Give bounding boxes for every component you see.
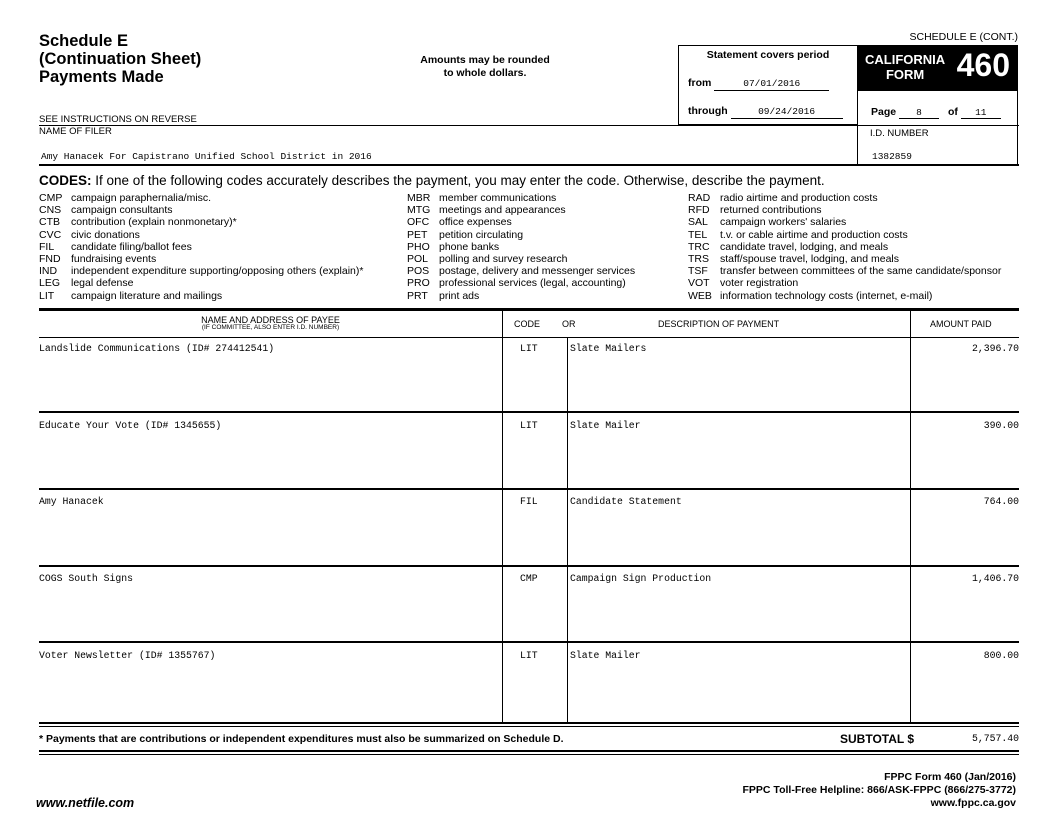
- row-divider: [39, 565, 1019, 567]
- period-from-row: [688, 77, 829, 91]
- code-description: meetings and appearances: [439, 204, 566, 217]
- code-description: campaign consultants: [71, 204, 173, 217]
- code: TRC: [688, 240, 710, 253]
- codes-column-1: [39, 192, 363, 302]
- page-number-box: [857, 91, 1018, 125]
- payee-cell[interactable]: Landslide Communications (ID# 274412541): [39, 343, 275, 354]
- code-description: returned contributions: [720, 204, 822, 217]
- payee-header-label: NAME AND ADDRESS OF PAYEE: [201, 315, 340, 325]
- code: PET: [407, 228, 428, 241]
- id-number-label: I.D. NUMBER: [870, 128, 929, 139]
- code: POL: [407, 253, 429, 266]
- column-divider: [502, 311, 503, 722]
- code-entry: [39, 192, 363, 204]
- code: WEB: [688, 289, 712, 302]
- code-entry: [688, 265, 1001, 277]
- code-description: independent expenditure supporting/opposing others (explain)*: [71, 265, 364, 278]
- table-top-border: [39, 308, 1019, 311]
- code-entry: [407, 229, 635, 241]
- code-description: professional services (legal, accounting): [439, 277, 626, 290]
- row-divider: [39, 488, 1019, 490]
- amount-cell[interactable]: 800.00: [983, 650, 1019, 661]
- subtotal-label: SUBTOTAL $: [840, 732, 915, 746]
- code-description: campaign paraphernalia/misc.: [71, 192, 212, 204]
- payee-column-header: [39, 315, 502, 331]
- code-entry: [688, 204, 1001, 216]
- code: OFC: [407, 216, 430, 229]
- from-date-field[interactable]: 07/01/2016: [714, 78, 829, 91]
- form-460-badge: [857, 45, 1018, 91]
- code-description: campaign workers' salaries: [720, 216, 847, 229]
- code-description: legal defense: [71, 277, 134, 290]
- netfile-link[interactable]: www.netfile.com: [36, 796, 135, 810]
- code-cell[interactable]: FIL: [520, 496, 538, 507]
- code-entry: [39, 253, 363, 265]
- code-entry: [407, 265, 635, 277]
- code-entry: [39, 204, 363, 216]
- code-entry: [407, 277, 635, 289]
- code: LIT: [39, 289, 55, 302]
- code: PHO: [407, 240, 430, 253]
- codes-intro: [39, 173, 825, 188]
- code-description: office expenses: [439, 216, 512, 229]
- code: LEG: [39, 277, 61, 290]
- title-line-1: Schedule E: [39, 32, 128, 50]
- period-title: Statement covers period: [706, 49, 830, 61]
- code-entry: [407, 216, 635, 228]
- fppc-website-link[interactable]: www.fppc.ca.gov: [930, 797, 1016, 809]
- code-description: radio airtime and production costs: [720, 192, 878, 204]
- code: FND: [39, 253, 61, 266]
- from-label: from: [688, 77, 712, 89]
- code: PRO: [407, 277, 430, 290]
- description-column-header: DESCRIPTION OF PAYMENT: [658, 319, 780, 329]
- code-entry: [407, 290, 635, 302]
- rounding-note-line-2: to whole dollars.: [443, 67, 527, 79]
- code-description: t.v. or cable airtime and production costs: [720, 228, 908, 241]
- helpline: FPPC Toll-Free Helpline: 866/ASK-FPPC (866/275-3772): [742, 784, 1016, 796]
- period-through-row: [688, 105, 843, 119]
- code-entry: [39, 290, 363, 302]
- code-entry: [39, 241, 363, 253]
- payee-cell[interactable]: Voter Newsletter (ID# 1355767): [39, 650, 216, 661]
- id-number-field[interactable]: 1382859: [872, 151, 912, 162]
- payee-cell[interactable]: COGS South Signs: [39, 573, 134, 584]
- page-total-field[interactable]: 11: [961, 107, 1001, 119]
- code-description: fundraising events: [71, 253, 157, 266]
- code-entry: [407, 204, 635, 216]
- badge-label: [865, 52, 945, 82]
- code-entry: [688, 241, 1001, 253]
- code-cell[interactable]: LIT: [520, 343, 538, 354]
- description-cell[interactable]: Candidate Statement: [570, 496, 682, 507]
- through-label: through: [688, 105, 728, 117]
- code-description: phone banks: [439, 240, 500, 253]
- code: VOT: [688, 277, 710, 290]
- code-entry: [39, 216, 363, 228]
- code: MTG: [407, 204, 431, 217]
- code-description: petition circulating: [439, 228, 524, 241]
- code-description: staff/spouse travel, lodging, and meals: [720, 253, 899, 266]
- rounding-note-line-1: Amounts may be rounded: [420, 54, 550, 66]
- description-cell[interactable]: Slate Mailer: [570, 420, 641, 431]
- badge-line-2: FORM: [885, 67, 925, 82]
- code-cell[interactable]: CMP: [520, 573, 538, 584]
- description-cell[interactable]: Slate Mailer: [570, 650, 641, 661]
- code-entry: [39, 277, 363, 289]
- code-description: postage, delivery and messenger services: [439, 265, 636, 278]
- rounding-note: [400, 54, 570, 80]
- column-divider: [567, 337, 568, 722]
- header-divider: [39, 337, 1019, 338]
- code: RFD: [688, 204, 710, 217]
- code-entry: [39, 265, 363, 277]
- codes-column-2: [407, 192, 635, 302]
- code: IND: [39, 265, 58, 278]
- code-entry: [688, 192, 1001, 204]
- footer-border: [39, 754, 1019, 755]
- code-description: campaign literature and mailings: [71, 289, 223, 302]
- code: MBR: [407, 192, 431, 204]
- codes-instructions: If one of the following codes accurately describes the payment, you may enter the code. Otherwise, describe the payment.: [95, 173, 825, 188]
- code-description: transfer between committees of the same candidate/sponsor: [720, 265, 1002, 278]
- codes-heading: CODES:: [39, 173, 92, 188]
- code: TEL: [688, 228, 708, 241]
- code-column-header: CODE: [514, 319, 541, 329]
- code-entry: [688, 229, 1001, 241]
- schedule-d-footnote: * Payments that are contributions or independent expenditures must also be summarized on Schedule D.: [39, 733, 564, 745]
- code-entry: [688, 290, 1001, 302]
- code: FIL: [39, 240, 55, 253]
- or-header: OR: [562, 319, 576, 329]
- code: PRT: [407, 289, 428, 302]
- code-description: polling and survey research: [439, 253, 568, 266]
- title-line-2: (Continuation Sheet): [39, 50, 202, 68]
- code-description: print ads: [439, 289, 480, 302]
- code-cell[interactable]: LIT: [520, 650, 538, 661]
- see-instructions-note: SEE INSTRUCTIONS ON REVERSE: [39, 114, 197, 125]
- id-number-box: [857, 125, 1018, 165]
- code: CMP: [39, 192, 63, 204]
- amount-cell[interactable]: 2,396.70: [971, 343, 1019, 354]
- code-entry: [407, 192, 635, 204]
- description-cell[interactable]: Slate Mailers: [570, 343, 647, 354]
- code: TRS: [688, 253, 709, 266]
- code-entry: [688, 253, 1001, 265]
- code-entry: [688, 216, 1001, 228]
- table-bottom-border: [39, 722, 1019, 724]
- table-bottom-border: [39, 726, 1019, 727]
- code-cell[interactable]: LIT: [520, 420, 538, 431]
- form-title: [39, 32, 201, 86]
- row-divider: [39, 411, 1019, 413]
- code-description: civic donations: [71, 228, 140, 241]
- page-current-field[interactable]: 8: [899, 107, 939, 119]
- footer-border: [39, 750, 1019, 752]
- amount-cell[interactable]: 1,406.70: [971, 573, 1019, 584]
- page-label: Page: [871, 106, 897, 118]
- amount-column-header: AMOUNT PAID: [930, 319, 992, 329]
- code-description: candidate travel, lodging, and meals: [720, 240, 889, 253]
- payee-cell[interactable]: Educate Your Vote (ID# 1345655): [39, 420, 222, 431]
- filer-name-label: NAME OF FILER: [39, 126, 112, 137]
- schedule-cont-label: SCHEDULE E (CONT.): [909, 31, 1018, 43]
- code: TSF: [688, 265, 708, 278]
- code-description: voter registration: [720, 277, 799, 290]
- page-of-label: of: [947, 106, 958, 118]
- code-description: member communications: [439, 192, 557, 204]
- description-cell[interactable]: Campaign Sign Production: [570, 573, 712, 584]
- through-date-field[interactable]: 09/24/2016: [731, 106, 843, 119]
- code-description: contribution (explain nonmonetary)*: [71, 216, 237, 229]
- code-entry: [39, 229, 363, 241]
- filer-name-field[interactable]: Amy Hanacek For Capistrano Unified School District in 2016: [41, 151, 372, 162]
- codes-column-3: [688, 192, 1001, 302]
- code-entry: [407, 241, 635, 253]
- amount-cell[interactable]: 764.00: [983, 496, 1019, 507]
- code: SAL: [688, 216, 708, 229]
- code: CTB: [39, 216, 60, 229]
- code-description: candidate filing/ballot fees: [71, 240, 192, 253]
- code: CVC: [39, 228, 62, 241]
- form-version: FPPC Form 460 (Jan/2016): [884, 771, 1016, 783]
- statement-period-box: [678, 45, 858, 125]
- title-line-3: Payments Made: [39, 68, 164, 86]
- row-divider: [39, 641, 1019, 643]
- code: POS: [407, 265, 430, 278]
- code-entry: [407, 253, 635, 265]
- code-entry: [688, 277, 1001, 289]
- payee-cell[interactable]: Amy Hanacek: [39, 496, 104, 507]
- badge-form-number: 460: [956, 47, 1010, 83]
- column-divider: [910, 311, 911, 722]
- page-row: [871, 106, 1001, 119]
- code: RAD: [688, 192, 711, 204]
- badge-line-1: CALIFORNIA: [865, 52, 946, 67]
- code-description: information technology costs (internet, e-mail): [720, 289, 933, 302]
- payee-header-sublabel: (IF COMMITTEE, ALSO ENTER I.D. NUMBER): [201, 324, 340, 331]
- code: CNS: [39, 204, 62, 217]
- amount-cell[interactable]: 390.00: [983, 420, 1019, 431]
- subtotal-value[interactable]: 5,757.40: [971, 733, 1019, 744]
